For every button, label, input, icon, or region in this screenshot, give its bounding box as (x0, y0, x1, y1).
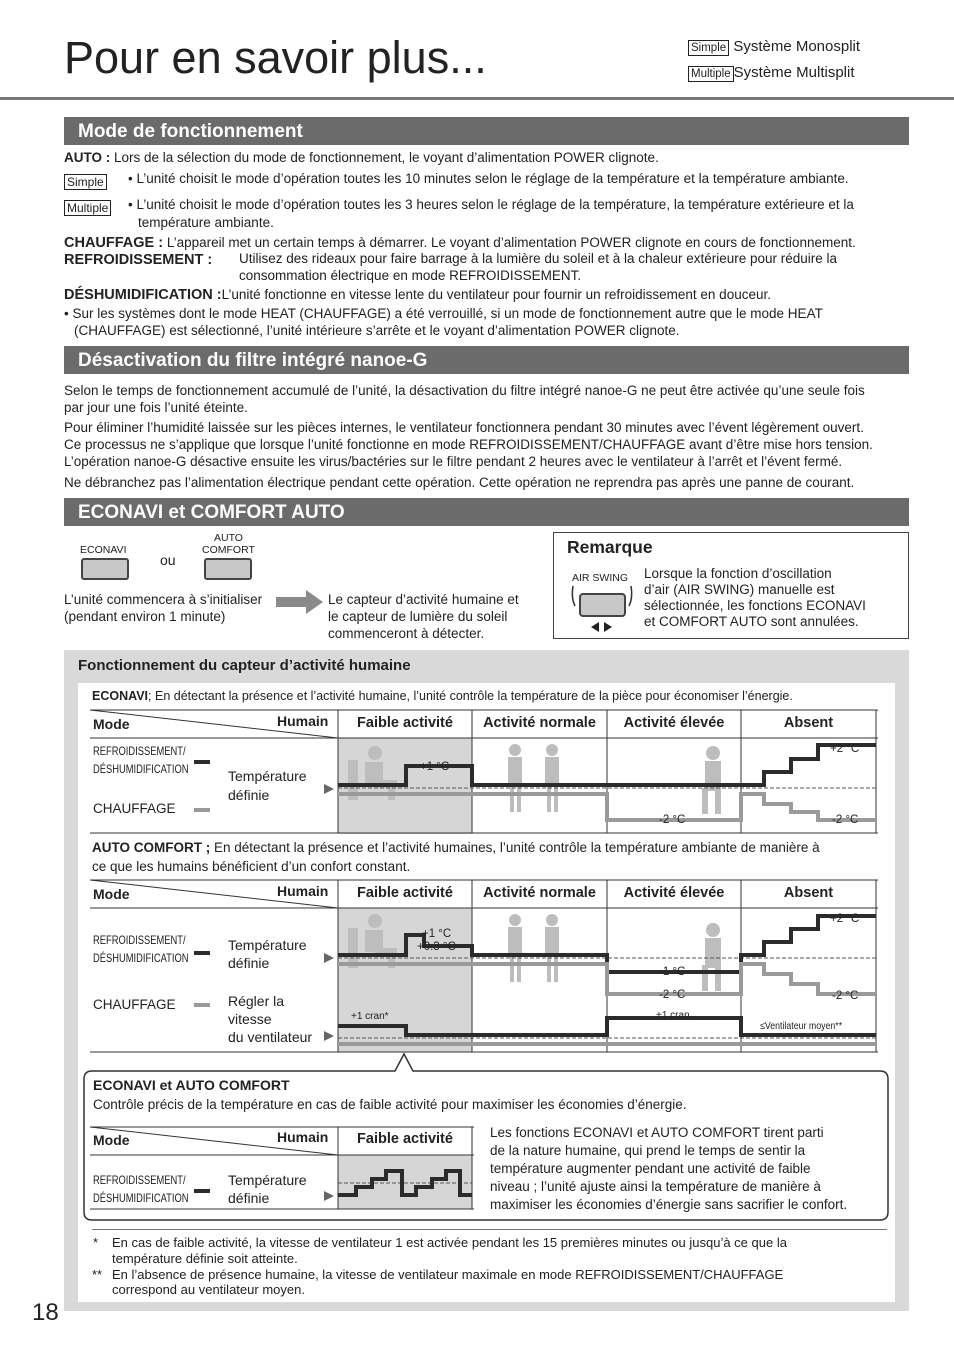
multiple-badge: Multiple (64, 200, 111, 216)
auto-col-humain: Humain (277, 883, 329, 899)
remarque-text-1: Lorsque la fonction d’oscillation (644, 566, 832, 581)
footnote-2-line-1: En l’absence de présence humaine, la vitesse de ventilateur maximale en mode REFROIDISSEMENT/CHAUFFAGE (112, 1267, 784, 1282)
footnote-1-line-1: En cas de faible activité, la vitesse de ventilateur 1 est activée pendant les 15 premières minutes ou jusqu’à ce que la (112, 1235, 787, 1250)
auto-row-chauffage: CHAUFFAGE (93, 997, 176, 1012)
combined-text-4: niveau ; l’unité ajuste ainsi la température de manière à (490, 1179, 821, 1194)
nanoe-p3: Ne débranchez pas l’alimentation électrique pendant cette opération. Cette opération ne reprendra pas après une panne de courant. (64, 475, 855, 490)
refroid-text-2: consommation électrique en mode REFROIDISSEMENT. (239, 268, 582, 283)
combined-temp-def-1: Température (228, 1172, 307, 1188)
econavi-temp-def-2: définie (228, 787, 270, 803)
auto-desc-1 (92, 840, 820, 857)
combined-col-faible: Faible activité (357, 1131, 453, 1147)
auto-cran1: +1 cran* (351, 1011, 389, 1022)
header-divider (0, 97, 954, 100)
air-swing-button[interactable] (570, 584, 634, 632)
detect-text-2: le capteur de lumière du soleil (328, 609, 508, 624)
remarque-title: Remarque (567, 537, 653, 557)
auto-minus1: -1 °C (659, 966, 686, 978)
regler-1: Régler la (228, 993, 285, 1009)
auto-label: AUTO : (64, 150, 111, 165)
auto-col-normale: Activité normale (483, 885, 596, 901)
remarque-box (553, 532, 909, 639)
nanoe-p2-2: Ce processus ne s’applique que lorsque l’unité fonctionne en mode REFROIDISSEMENT/CHAUFFAGE avant d’être mise hors tension. (64, 437, 873, 452)
multiple-text-1: • L’unité choisit le mode d’opération toutes les 3 heures selon le réglage de la température, la température extérieure et la (128, 197, 854, 212)
econavi-desc-text: ; En détectant la présence et l’activité humaine, l’unité contrôle la température de la pièce pour économiser l’énergie. (148, 689, 793, 703)
simple-text: • L’unité choisit le mode d’opération toutes les 10 minutes selon le réglage de la température et la température ambiante. (128, 171, 849, 186)
auto-comfort-button[interactable] (204, 558, 252, 580)
combined-row-refroid-2: DÉSHUMIDIFICATION (93, 1191, 189, 1205)
legend-simple (688, 38, 860, 57)
combined-col-mode: Mode (93, 1132, 130, 1148)
econavi-button[interactable] (81, 558, 129, 580)
auto-text: Lors de la sélection du mode de fonctionnement, le voyant d’alimentation POWER clignote. (114, 150, 659, 165)
auto-minus2: -2 °C (659, 989, 686, 1001)
auto-cran1b: +1 cran (656, 1010, 690, 1021)
page-number: 18 (32, 1299, 59, 1326)
econavi-col-faible: Faible activité (357, 715, 453, 731)
auto-plus1: +1 °C (422, 928, 452, 940)
remarque-text-2: d’air (AIR SWING) manuelle est (644, 582, 835, 597)
auto-plus2: +2 °C (830, 913, 860, 925)
detect-text-1: Le capteur d’activité humaine et (328, 592, 519, 607)
auto-row-refroid-1: REFROIDISSEMENT/ (93, 933, 186, 947)
page-title: Pour en savoir plus... (64, 32, 487, 83)
econavi-row-refroid-2: DÉSHUMIDIFICATION (93, 762, 189, 776)
econavi-col-absent: Absent (783, 715, 834, 731)
chauffage-label: CHAUFFAGE : (64, 235, 164, 251)
refroid-label: REFROIDISSEMENT : (64, 252, 213, 268)
footnote-2-line-2: correspond au ventilateur moyen. (112, 1282, 305, 1297)
combined-text-5: maximiser les économies d’énergie sans sacrifier le confort. (490, 1197, 848, 1212)
init-text-1: L’unité commencera à s’initialiser (64, 592, 263, 607)
econavi-col-humain: Humain (277, 713, 329, 729)
econavi-col-elevee: Activité élevée (623, 715, 725, 731)
detect-text-3: commenceront à détecter. (328, 626, 485, 641)
footnote-1-mark: * (93, 1235, 99, 1250)
auto-plus03: +0.3 °C (417, 941, 456, 953)
auto-col-faible: Faible activité (357, 885, 453, 901)
deshum-label: DÉSHUMIDIFICATION : (64, 287, 222, 303)
legend-multiple (688, 64, 855, 83)
econavi-plus2: +2 °C (830, 743, 860, 755)
footnote-1-line-2: température définie soit atteinte. (112, 1251, 298, 1266)
combined-col-humain: Humain (277, 1129, 329, 1145)
person-running-icon (702, 746, 721, 814)
combined-text-1: Les fonctions ECONAVI et AUTO COMFORT tirent parti (490, 1125, 824, 1140)
multiple-tag: Multiple (688, 66, 734, 82)
regler-2: vitesse (228, 1011, 272, 1027)
auto-row-refroid-2: DÉSHUMIDIFICATION (93, 951, 189, 965)
auto-minus2b: -2 °C (832, 990, 859, 1002)
auto-temp-def-1: Température (228, 937, 307, 953)
regler-3: du ventilateur (228, 1029, 313, 1045)
combined-row-refroid-1: REFROIDISSEMENT/ (93, 1173, 186, 1187)
econavi-minus2b: -2 °C (832, 814, 859, 826)
section-heading-econavi: ECONAVI et COMFORT AUTO (64, 498, 909, 526)
legend-simple-label: Système Monosplit (733, 38, 861, 55)
deshum-line (64, 286, 771, 304)
econavi-col-normale: Activité normale (483, 715, 596, 731)
combined-text-3: température augmenter pendant une activité de faible (490, 1161, 811, 1176)
chauffage-text: L’appareil met un certain temps à démarrer. Le voyant d’alimentation POWER clignote en cours de fonctionnement. (166, 235, 856, 250)
combined-text-2: de la nature humaine, qui prend le temps de sentir la (490, 1143, 806, 1158)
section-heading-nanoe: Désactivation du filtre intégré nanoe-G (64, 346, 909, 374)
auto-desc-2: ce que les humains bénéficient d’un confort constant. (92, 859, 411, 874)
refroid-text-1: Utilisez des rideaux pour faire barrage à la lumière du soleil et à la chaleur extérieure pour réduire la (239, 251, 838, 266)
sensor-heading: Fonctionnement du capteur d’activité humaine (78, 657, 411, 674)
nanoe-p1-1: Selon le temps de fonctionnement accumulé de l’unité, la désactivation du filtre intégré nanoe-G ne peut être activée qu’une seule fois (64, 383, 865, 398)
init-text-2: (pendant environ 1 minute) (64, 609, 226, 624)
combined-desc: Contrôle précis de la température en cas de faible activité pour maximiser les économies d’énergie. (93, 1097, 687, 1112)
nanoe-p1-2: par jour une fois l’unité éteinte. (64, 400, 248, 415)
nanoe-p2-1: Pour éliminer l’humidité laissée sur les pièces internes, le ventilateur fonctionnera pendant 30 minutes avec l’évent légèrement ouvert. (64, 420, 864, 435)
people-standing-icon-2 (508, 914, 559, 982)
remarque-text-3: sélectionnée, les fonctions ECONAVI (644, 598, 866, 613)
heat-lock-note-2: (CHAUFFAGE) est sélectionné, l’unité intérieure s’arrête et le voyant d’alimentation POWER clignote. (74, 323, 680, 338)
arrow-right-icon (276, 590, 324, 614)
simple-tag: Simple (688, 40, 729, 56)
or-text: ou (160, 552, 176, 568)
econavi-desc (92, 689, 793, 705)
econavi-temp-def-1: Température (228, 768, 307, 784)
air-swing-label: AIR SWING (572, 572, 629, 584)
legend-multiple-label: Système Multisplit (733, 64, 855, 81)
econavi-plus1: +1 °C (420, 761, 450, 773)
auto-comfort-label-1: AUTO (214, 532, 243, 544)
footnote-divider (92, 1229, 887, 1230)
auto-col-elevee: Activité élevée (623, 885, 725, 901)
econavi-row-chauffage: CHAUFFAGE (93, 801, 176, 816)
econavi-button-label: ECONAVI (80, 544, 127, 556)
auto-col-mode: Mode (93, 886, 130, 902)
econavi-col-mode: Mode (93, 716, 130, 732)
deshum-text: L’unité fonctionne en vitesse lente du ventilateur pour fournir un refroidissement en douceur. (221, 287, 771, 302)
auto-desc-bold: AUTO COMFORT ; (92, 840, 211, 855)
auto-temp-def-2: définie (228, 955, 270, 971)
nanoe-p2-3: L’opération nanoe-G désactive ensuite les virus/bactéries sur le filtre pendant 2 heures avec le ventilateur à l’arrêt et l’évent fermé. (64, 454, 843, 469)
econavi-minus2: -2 °C (659, 814, 686, 826)
chauffage-line (64, 234, 856, 252)
remarque-text-4: et COMFORT AUTO sont annulées. (644, 614, 859, 629)
auto-comfort-label-2: COMFORT (202, 544, 255, 556)
people-standing-icon (508, 744, 559, 812)
simple-badge: Simple (64, 174, 107, 190)
combined-title: ECONAVI et AUTO COMFORT (93, 1077, 290, 1093)
combined-temp-def-2: définie (228, 1190, 270, 1206)
vent-moyen: ≤Ventilateur moyen** (760, 1021, 843, 1032)
section-heading-mode: Mode de fonctionnement (64, 117, 909, 145)
person-running-icon-2 (702, 923, 721, 991)
auto-col-absent: Absent (783, 885, 834, 901)
auto-line (64, 150, 659, 167)
auto-desc-text: En détectant la présence et l’activité humaines, l’unité contrôle la température ambiante de manière à (214, 840, 820, 855)
multiple-text-2: température ambiante. (138, 215, 274, 230)
footnote-2-mark: ** (92, 1267, 103, 1282)
heat-lock-note-1: • Sur les systèmes dont le mode HEAT (CHAUFFAGE) a été verrouillé, si un mode de fonctionnement autre que le mode HEAT (64, 306, 823, 321)
econavi-desc-bold: ECONAVI (92, 689, 149, 703)
econavi-row-refroid-1: REFROIDISSEMENT/ (93, 744, 186, 758)
